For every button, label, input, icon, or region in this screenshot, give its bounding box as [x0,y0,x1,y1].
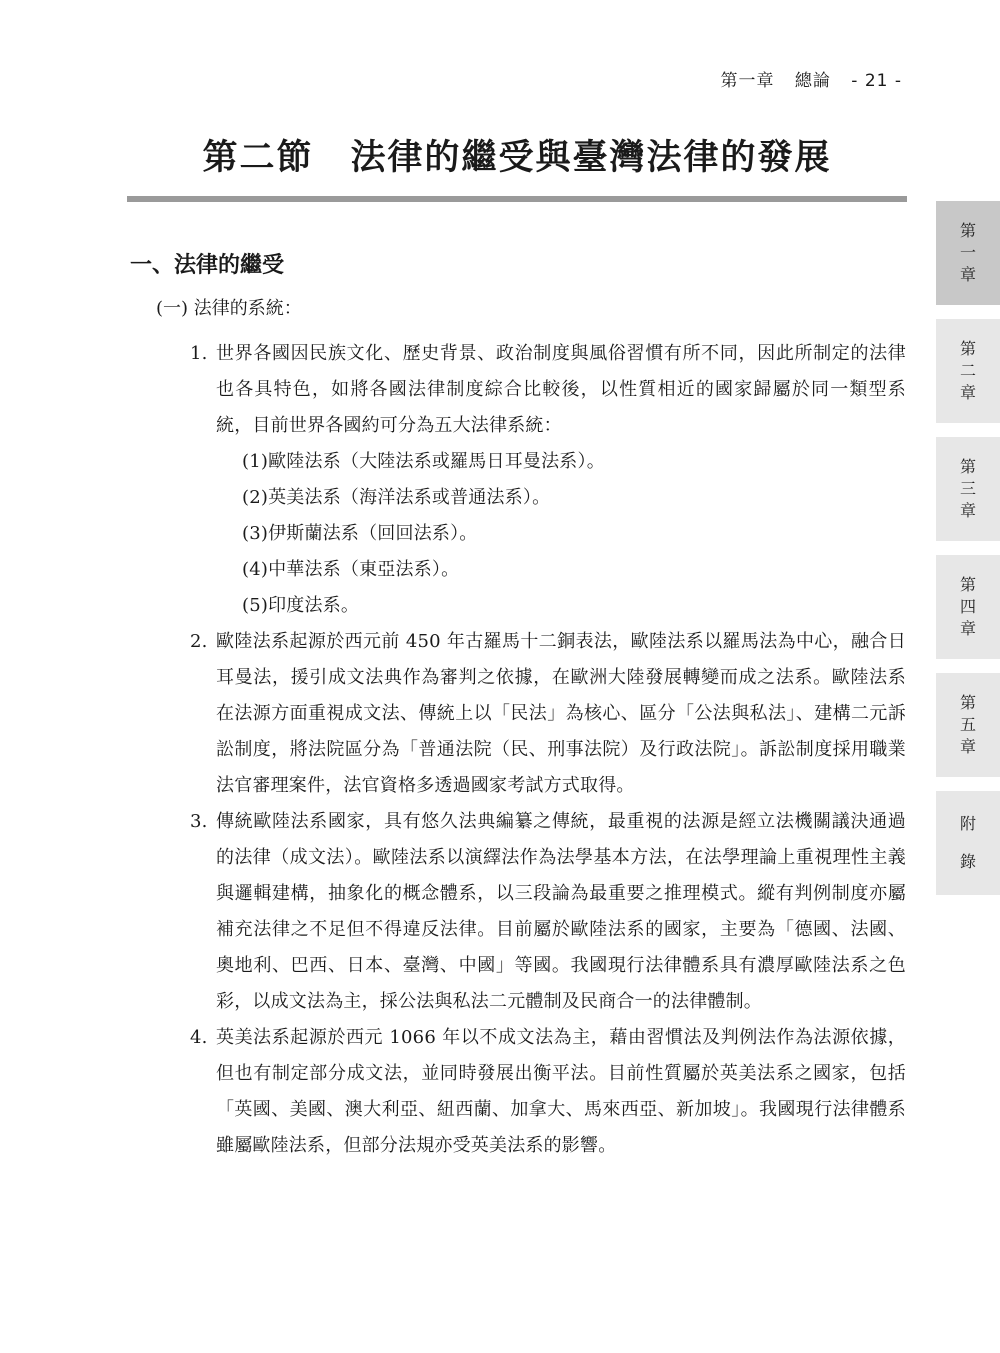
tab-chapter-3[interactable] [936,437,1000,541]
item-text: 傳統歐陸法系國家，具有悠久法典編纂之傳統，最重視的法源是經立法機關議決通過的法律（成文法）。歐陸法系以演繹法作為法學基本方法，在法學理論上重視理性主義與邏輯建構，抽象化的概念體系，以三段論為最重要之推理模式。縱有判例制度亦屬補充法律之不足但不得違反法律。目前屬於歐陸法系的國家，主要為「德國、法國、奧地利、巴西、日本、臺灣、中國」等國。我國現行法律體系具有濃厚歐陸法系之色彩，以成文法為主，採公法與私法二元體制及民商合一的法律體制。 [216,811,906,1012]
chapter-tabs [936,201,1000,909]
tab-label: 附錄 [959,814,976,871]
item-text: 世界各國因民族文化、歷史背景、政治制度與風俗習慣有所不同，因此所制定的法律也各具特色，如將各國法律制度綜合比較後，以性質相近的國家歸屬於同一類型系統，目前世界各國約可分為五大法律系統： [216,343,906,436]
list-item [190,336,906,624]
sub-list-item: (4)中華法系（東亞法系）。 [242,559,460,580]
running-header [706,66,902,91]
tab-label: 第三章 [959,457,976,520]
sub-list-item: (1)歐陸法系（大陸法系或羅馬日耳曼法系）。 [242,451,605,472]
item-number: 2. [190,631,208,652]
header-chapter-name: 總論 [794,71,831,91]
sub-list-item: (5)印度法系。 [242,595,360,616]
section-title: 第二節 法律的繼受與臺灣法律的發展 [202,138,832,178]
tab-chapter-1[interactable] [936,201,1000,305]
item-number: 3. [190,811,208,832]
tab-label: 第二章 [959,339,976,402]
list-item [190,804,906,1020]
tab-label: 第四章 [959,575,976,638]
tab-label: 第一章 [959,221,976,284]
title-divider [127,196,907,202]
item-number: 4. [190,1027,208,1048]
page-number: - 21 - [851,71,902,91]
tab-appendix[interactable] [936,791,1000,895]
tab-chapter-4[interactable] [936,555,1000,659]
item-number: 1. [190,343,208,364]
item-text: 英美法系起源於西元 1066 年以不成文法為主，藉由習慣法及判例法作為法源依據，但也有制定部分成文法，並同時發展出衡平法。目前性質屬於英美法系之國家，包括「英國、美國、澳大利亞、紐西蘭、加拿大、馬來西亞、新加坡」。我國現行法律體系雖屬歐陸法系，但部分法規亦受英美法系的影響。 [216,1027,906,1156]
subheading-legal-systems: (一) 法律的系統： [156,298,302,319]
list-item [190,624,906,804]
body-text [190,336,906,1164]
header-chapter: 第一章 [720,71,775,91]
heading-legal-reception: 一、法律的繼受 [130,253,285,278]
sub-list-item: (2)英美法系（海洋法系或普通法系）。 [242,487,551,508]
tab-label: 第五章 [959,693,976,756]
tab-chapter-5[interactable] [936,673,1000,777]
sub-list-item: (3)伊斯蘭法系（回回法系）。 [242,523,478,544]
list-item [190,1020,906,1164]
item-text: 歐陸法系起源於西元前 450 年古羅馬十二銅表法，歐陸法系以羅馬法為中心，融合日耳曼法，援引成文法典作為審判之依據，在歐洲大陸發展轉變而成之法系。歐陸法系在法源方面重視成文法、傳統上以「民法」為核心、區分「公法與私法」、建構二元訴訟制度，將法院區分為「普通法院（民、刑事法院）及行政法院」。訴訟制度採用職業法官審理案件，法官資格多透過國家考試方式取得。 [216,631,906,796]
tab-chapter-2[interactable] [936,319,1000,423]
